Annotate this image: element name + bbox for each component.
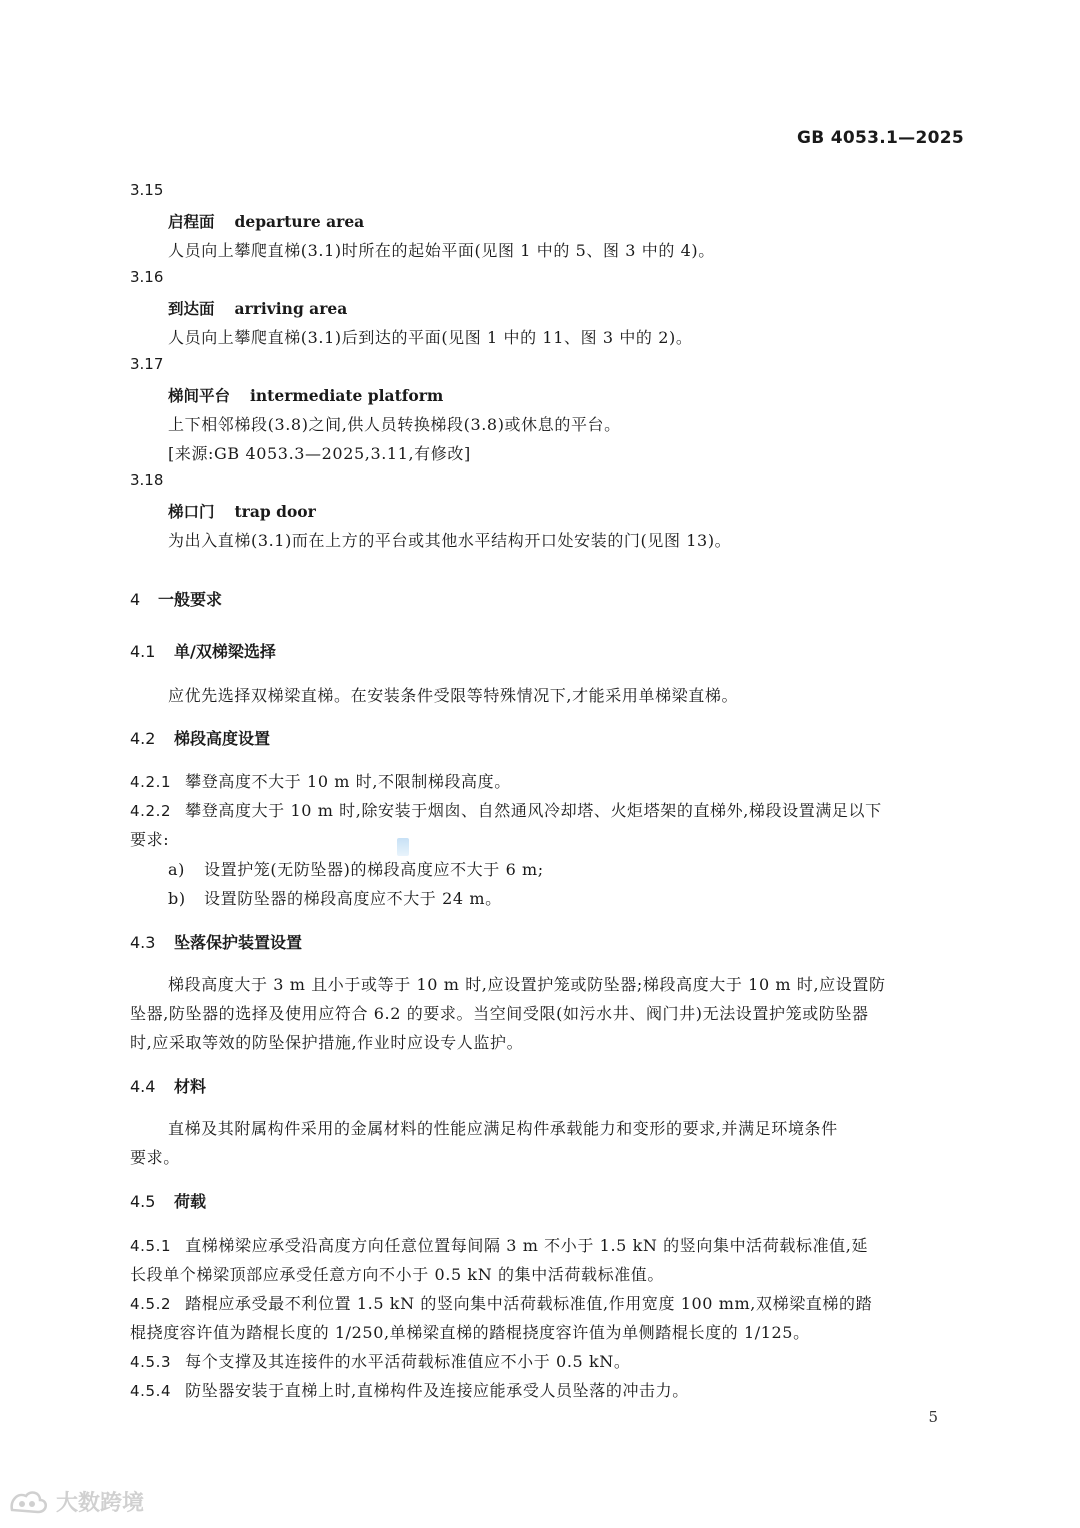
section-number: 4.3 xyxy=(130,933,156,952)
section-heading xyxy=(130,930,302,953)
term-heading xyxy=(168,384,443,406)
section-number: 4.1 xyxy=(130,642,156,661)
term-heading xyxy=(168,500,316,522)
clause-text: 攀登高度大于 10 m 时,除安装于烟囱、自然通风冷却塔、火炬塔架的直梯外,梯段设置满足以下 xyxy=(185,801,882,820)
clause xyxy=(130,1349,631,1372)
term-number: 3.18 xyxy=(130,471,164,489)
section-heading xyxy=(130,726,270,749)
paragraph: 直梯及其附属构件采用的金属材料的性能应满足构件承载能力和变形的要求,并满足环境条件 xyxy=(168,1119,838,1138)
watermark-logo xyxy=(8,1486,144,1517)
term-en: arriving area xyxy=(234,299,348,318)
paragraph: 要求。 xyxy=(130,1148,180,1167)
clause-text: 每个支撑及其连接件的水平活荷载标准值应不小于 0.5 kN。 xyxy=(185,1352,631,1371)
clause-number: 4.5.1 xyxy=(130,1237,172,1255)
logo-text: 大数跨境 xyxy=(56,1491,145,1516)
section-title: 一般要求 xyxy=(158,590,223,609)
term-zh: 梯口门 xyxy=(168,503,215,521)
section-title: 荷载 xyxy=(174,1192,207,1211)
term-number: 3.17 xyxy=(130,355,164,373)
clause-text: 防坠器安装于直梯上时,直梯构件及连接应能承受人员坠落的冲击力。 xyxy=(185,1381,689,1400)
clause-continuation: 棍挠度容许值为踏棍长度的 1/250,单梯梁直梯的踏棍挠度容许值为单侧踏棍长度的 1/125。 xyxy=(130,1323,810,1342)
list-label: b) xyxy=(168,889,186,908)
clause-number: 4.2.2 xyxy=(130,802,172,820)
term-zh: 梯间平台 xyxy=(168,387,231,405)
list-item xyxy=(168,886,502,909)
clause-number: 4.5.3 xyxy=(130,1353,172,1371)
section-heading xyxy=(130,639,276,662)
section-number: 4.4 xyxy=(130,1077,156,1096)
term-number: 3.15 xyxy=(130,181,164,199)
section-heading xyxy=(130,587,222,610)
section-heading xyxy=(130,1189,206,1212)
section-number: 4.2 xyxy=(130,729,156,748)
section-title: 梯段高度设置 xyxy=(174,729,271,748)
list-item xyxy=(168,857,544,880)
section-title: 单/双梯梁选择 xyxy=(174,642,276,661)
paragraph: 梯段高度大于 3 m 且小于或等于 10 m 时,应设置护笼或防坠器;梯段高度大于 10 m 时,应设置防 xyxy=(168,975,886,994)
clause-number: 4.2.1 xyxy=(130,773,172,791)
standard-code: GB 4053.1—2025 xyxy=(797,128,964,148)
section-number: 4 xyxy=(130,590,141,609)
term-en: trap door xyxy=(234,502,316,521)
paragraph: 时,应采取等效的防坠保护措施,作业时应设专人监护。 xyxy=(130,1033,524,1052)
term-en: departure area xyxy=(234,212,365,231)
list-text: 设置防坠器的梯段高度应不大于 24 m。 xyxy=(204,889,502,908)
term-number: 3.16 xyxy=(130,268,164,286)
clause xyxy=(130,1233,868,1256)
term-en: intermediate platform xyxy=(250,386,444,405)
paragraph: 应优先选择双梯梁直梯。在安装条件受限等特殊情况下,才能采用单梯梁直梯。 xyxy=(168,686,739,705)
clause-continuation: 长段单个梯梁顶部应承受任意方向不小于 0.5 kN 的集中活荷载标准值。 xyxy=(130,1265,664,1284)
list-text: 设置护笼(无防坠器)的梯段高度应不大于 6 m; xyxy=(204,860,544,879)
clause xyxy=(130,798,882,821)
paragraph: 坠器,防坠器的选择及使用应符合 6.2 的要求。当空间受限(如污水井、阀门井)无法设置护笼或防坠器 xyxy=(130,1004,869,1023)
clause xyxy=(130,1291,872,1314)
section-title: 材料 xyxy=(174,1077,207,1096)
logo-icon xyxy=(8,1488,50,1516)
clause xyxy=(130,769,511,792)
section-number: 4.5 xyxy=(130,1192,156,1211)
term-zh: 到达面 xyxy=(168,300,215,318)
clause-text: 直梯梯梁应承受沿高度方向任意位置每间隔 3 m 不小于 1.5 kN 的竖向集中活荷载标准值,延 xyxy=(185,1236,869,1255)
term-definition: 上下相邻梯段(3.8)之间,供人员转换梯段(3.8)或休息的平台。 xyxy=(168,415,621,434)
term-heading xyxy=(168,210,364,232)
term-zh: 启程面 xyxy=(168,213,215,231)
term-heading xyxy=(168,297,347,319)
clause-text: 踏棍应承受最不利位置 1.5 kN 的竖向集中活荷载标准值,作用宽度 100 mm,双梯梁直梯的踏 xyxy=(185,1294,873,1313)
watermark-mark xyxy=(397,838,409,856)
section-title: 坠落保护装置设置 xyxy=(174,933,303,952)
clause-text: 攀登高度不大于 10 m 时,不限制梯段高度。 xyxy=(185,772,511,791)
clause-continuation: 要求: xyxy=(130,830,170,849)
term-definition: 为出入直梯(3.1)而在上方的平台或其他水平结构开口处安装的门(见图 13)。 xyxy=(168,531,732,550)
term-definition: 人员向上攀爬直梯(3.1)后到达的平面(见图 1 中的 11、图 3 中的 2)。 xyxy=(168,328,693,347)
page-number: 5 xyxy=(928,1408,938,1426)
list-label: a) xyxy=(168,860,185,879)
term-source: [来源:GB 4053.3—2025,3.11,有修改] xyxy=(168,444,471,463)
clause xyxy=(130,1378,689,1401)
term-definition: 人员向上攀爬直梯(3.1)时所在的起始平面(见图 1 中的 5、图 3 中的 4)。 xyxy=(168,241,715,260)
clause-number: 4.5.2 xyxy=(130,1295,172,1313)
section-heading xyxy=(130,1074,206,1097)
clause-number: 4.5.4 xyxy=(130,1382,172,1400)
